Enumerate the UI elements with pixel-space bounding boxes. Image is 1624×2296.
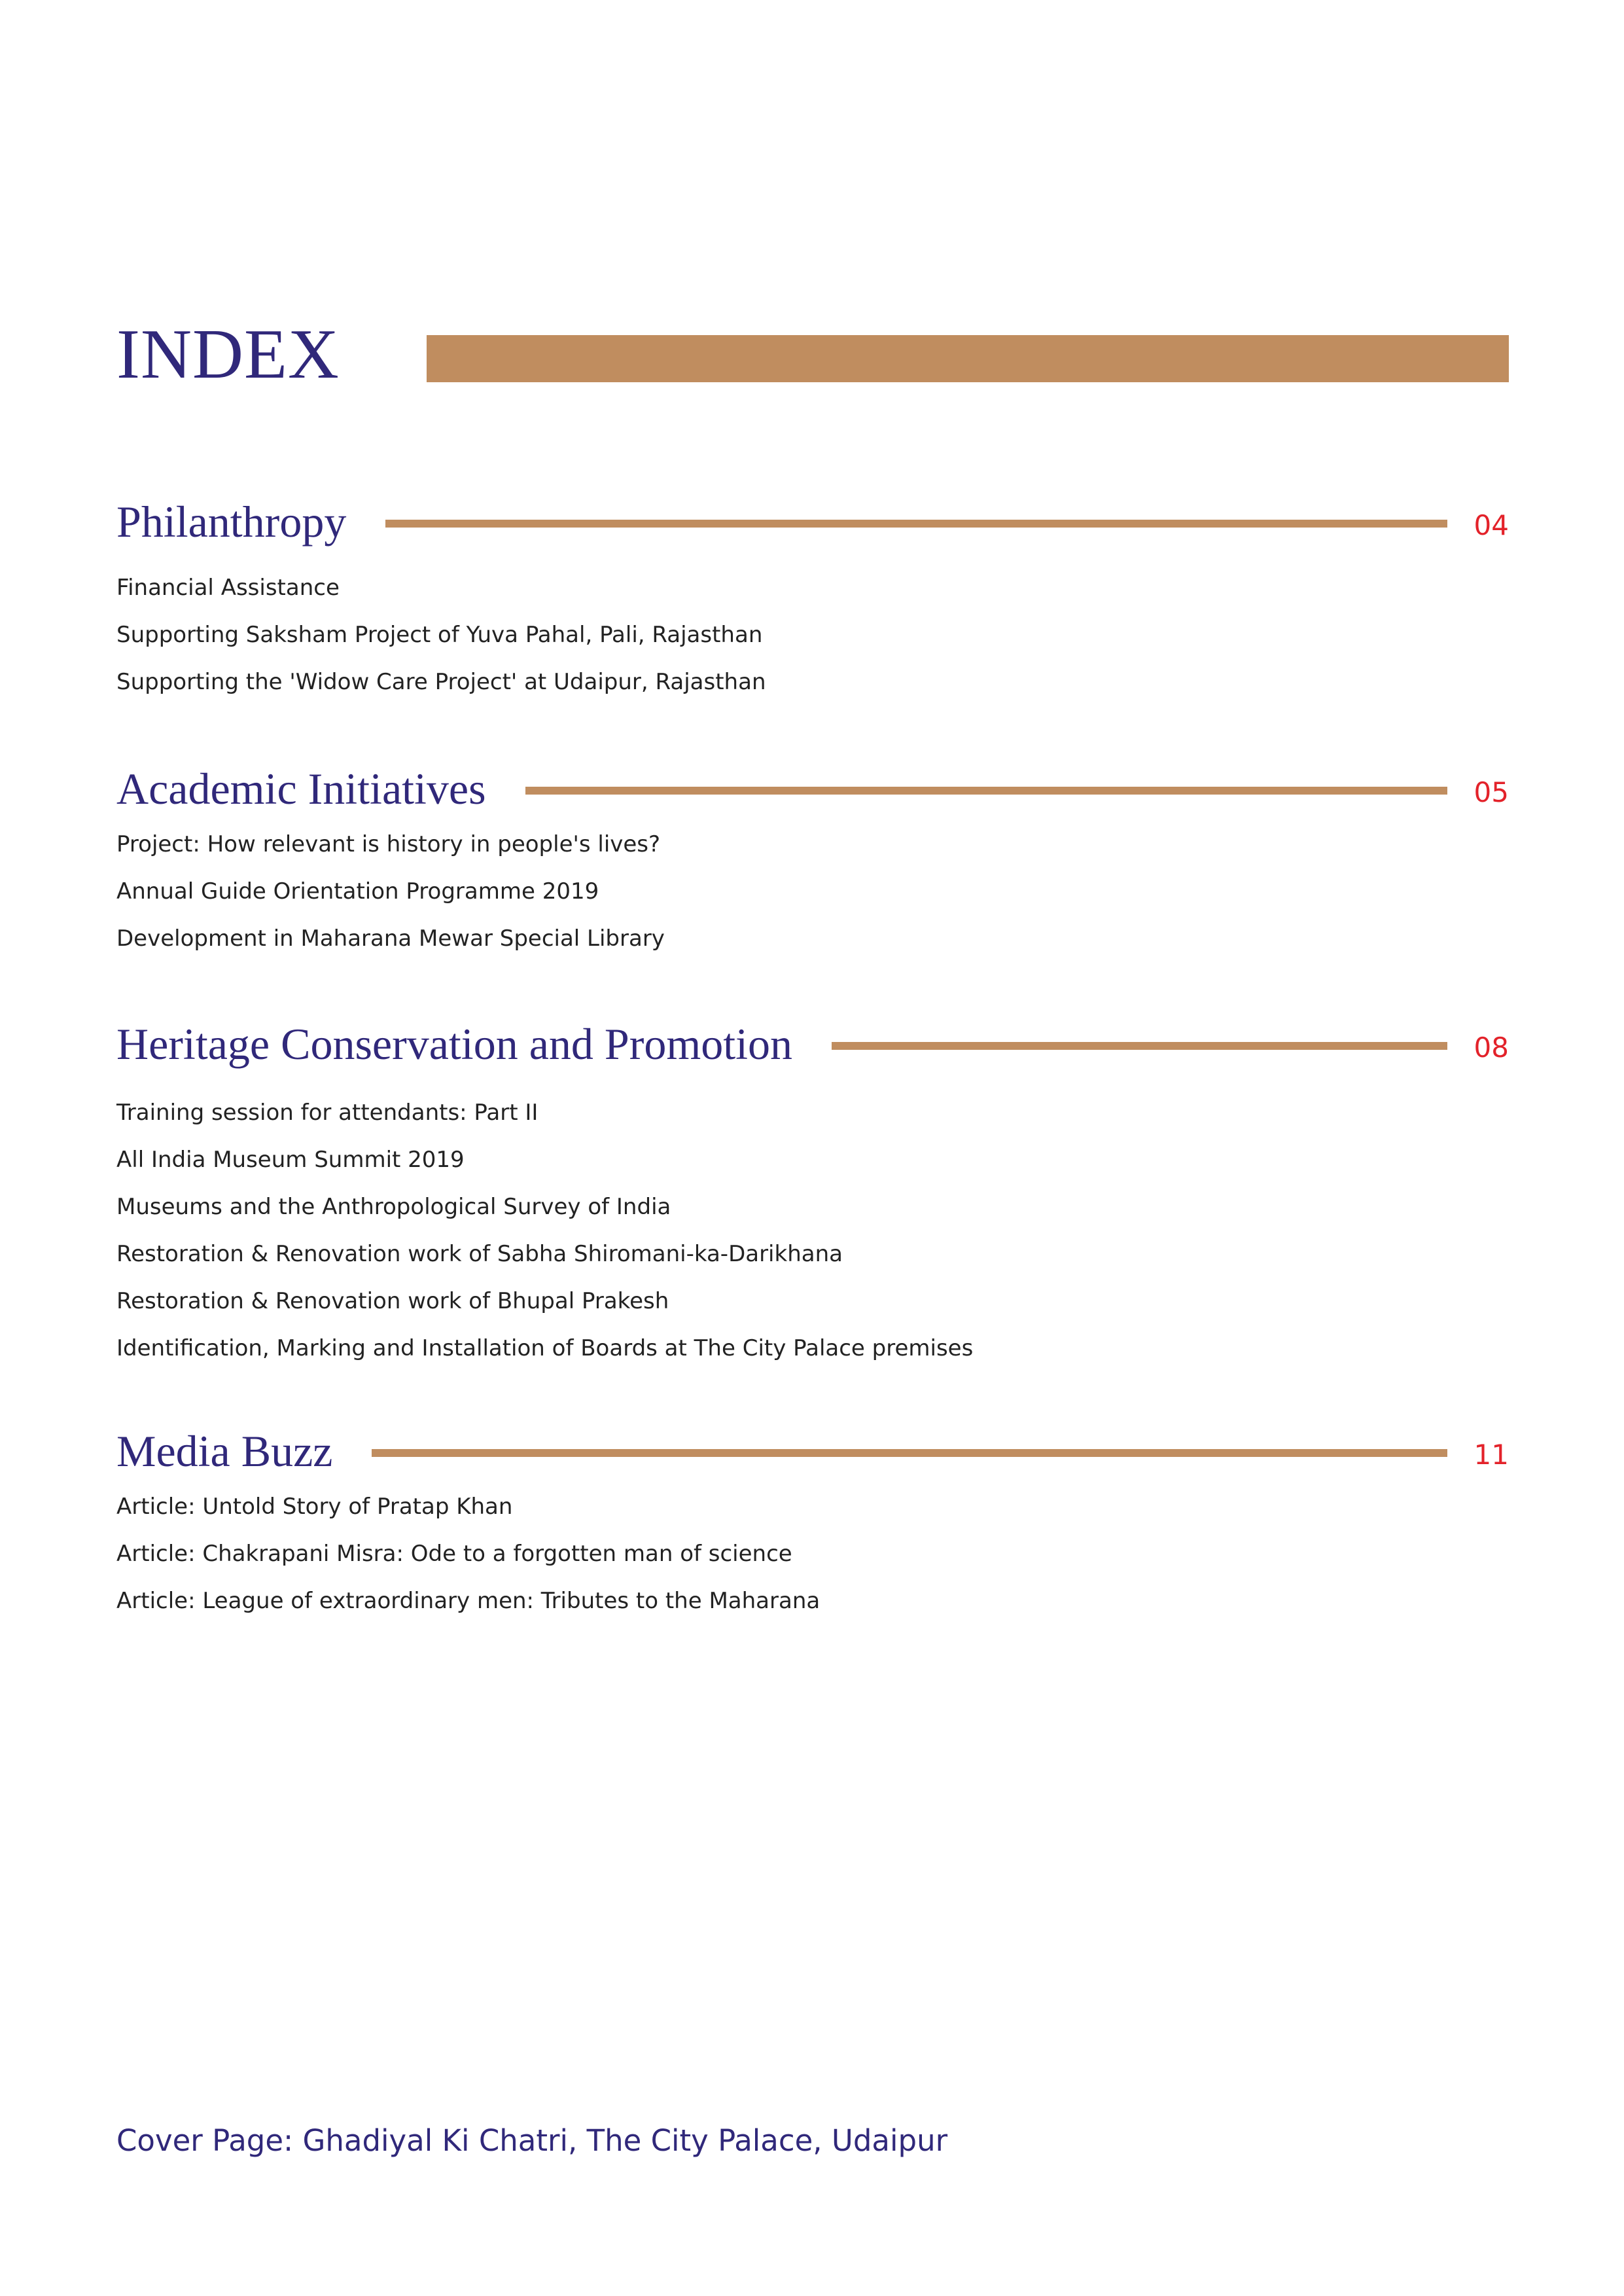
index-entry: Article: Untold Story of Pratap Khan (116, 1494, 513, 1520)
index-entry: All India Museum Summit 2019 (116, 1147, 465, 1173)
index-entry: Financial Assistance (116, 575, 340, 601)
section-item-list (116, 1483, 1509, 1624)
section-title: Philanthropy (116, 497, 347, 547)
section-header (116, 1422, 1509, 1480)
index-entry: Article: League of extraordinary men: Tributes to the Maharana (116, 1588, 821, 1614)
section-philanthropy (116, 492, 1509, 706)
index-entry: Identification, Marking and Installation of Boards at The City Palace premises (116, 1335, 974, 1361)
section-heritage-conservation (116, 1014, 1509, 1372)
section-page-number: 11 (1474, 1438, 1509, 1471)
section-item-list (116, 564, 1509, 706)
section-academic-initiatives (116, 759, 1509, 962)
section-title: Academic Initiatives (116, 764, 486, 814)
section-rule (372, 1449, 1447, 1457)
index-entry: Training session for attendants: Part II (116, 1100, 538, 1126)
section-header (116, 492, 1509, 551)
cover-page-caption: Cover Page: Ghadiyal Ki Chatri, The City Palace, Udaipur (116, 2123, 948, 2158)
section-item-list (116, 821, 1509, 962)
index-entry: Restoration & Renovation work of Sabha Shiromani-ka-Darikhana (116, 1241, 843, 1267)
section-rule (385, 520, 1447, 528)
index-entry: Annual Guide Orientation Programme 2019 (116, 878, 599, 905)
section-page-number: 04 (1474, 509, 1509, 541)
index-entry: Project: How relevant is history in people's lives? (116, 831, 661, 857)
section-page-number: 08 (1474, 1031, 1509, 1064)
index-entry: Museums and the Anthropological Survey of India (116, 1194, 671, 1220)
index-entry: Supporting Saksham Project of Yuva Pahal, Pali, Rajasthan (116, 622, 763, 648)
index-entry: Supporting the 'Widow Care Project' at Udaipur, Rajasthan (116, 669, 766, 695)
index-entry: Restoration & Renovation work of Bhupal Prakesh (116, 1288, 669, 1314)
section-header (116, 759, 1509, 818)
section-rule (832, 1042, 1447, 1050)
section-item-list (116, 1089, 1509, 1372)
index-entry: Article: Chakrapani Misra: Ode to a forgotten man of science (116, 1541, 792, 1567)
index-entry: Development in Maharana Mewar Special Library (116, 925, 665, 952)
page-title: INDEX (116, 315, 340, 393)
section-page-number: 05 (1474, 776, 1509, 808)
title-bar (427, 335, 1509, 382)
section-media-buzz (116, 1422, 1509, 1624)
section-title: Media Buzz (116, 1426, 333, 1476)
section-title: Heritage Conservation and Promotion (116, 1019, 793, 1069)
section-rule (525, 787, 1447, 795)
section-header (116, 1014, 1509, 1073)
